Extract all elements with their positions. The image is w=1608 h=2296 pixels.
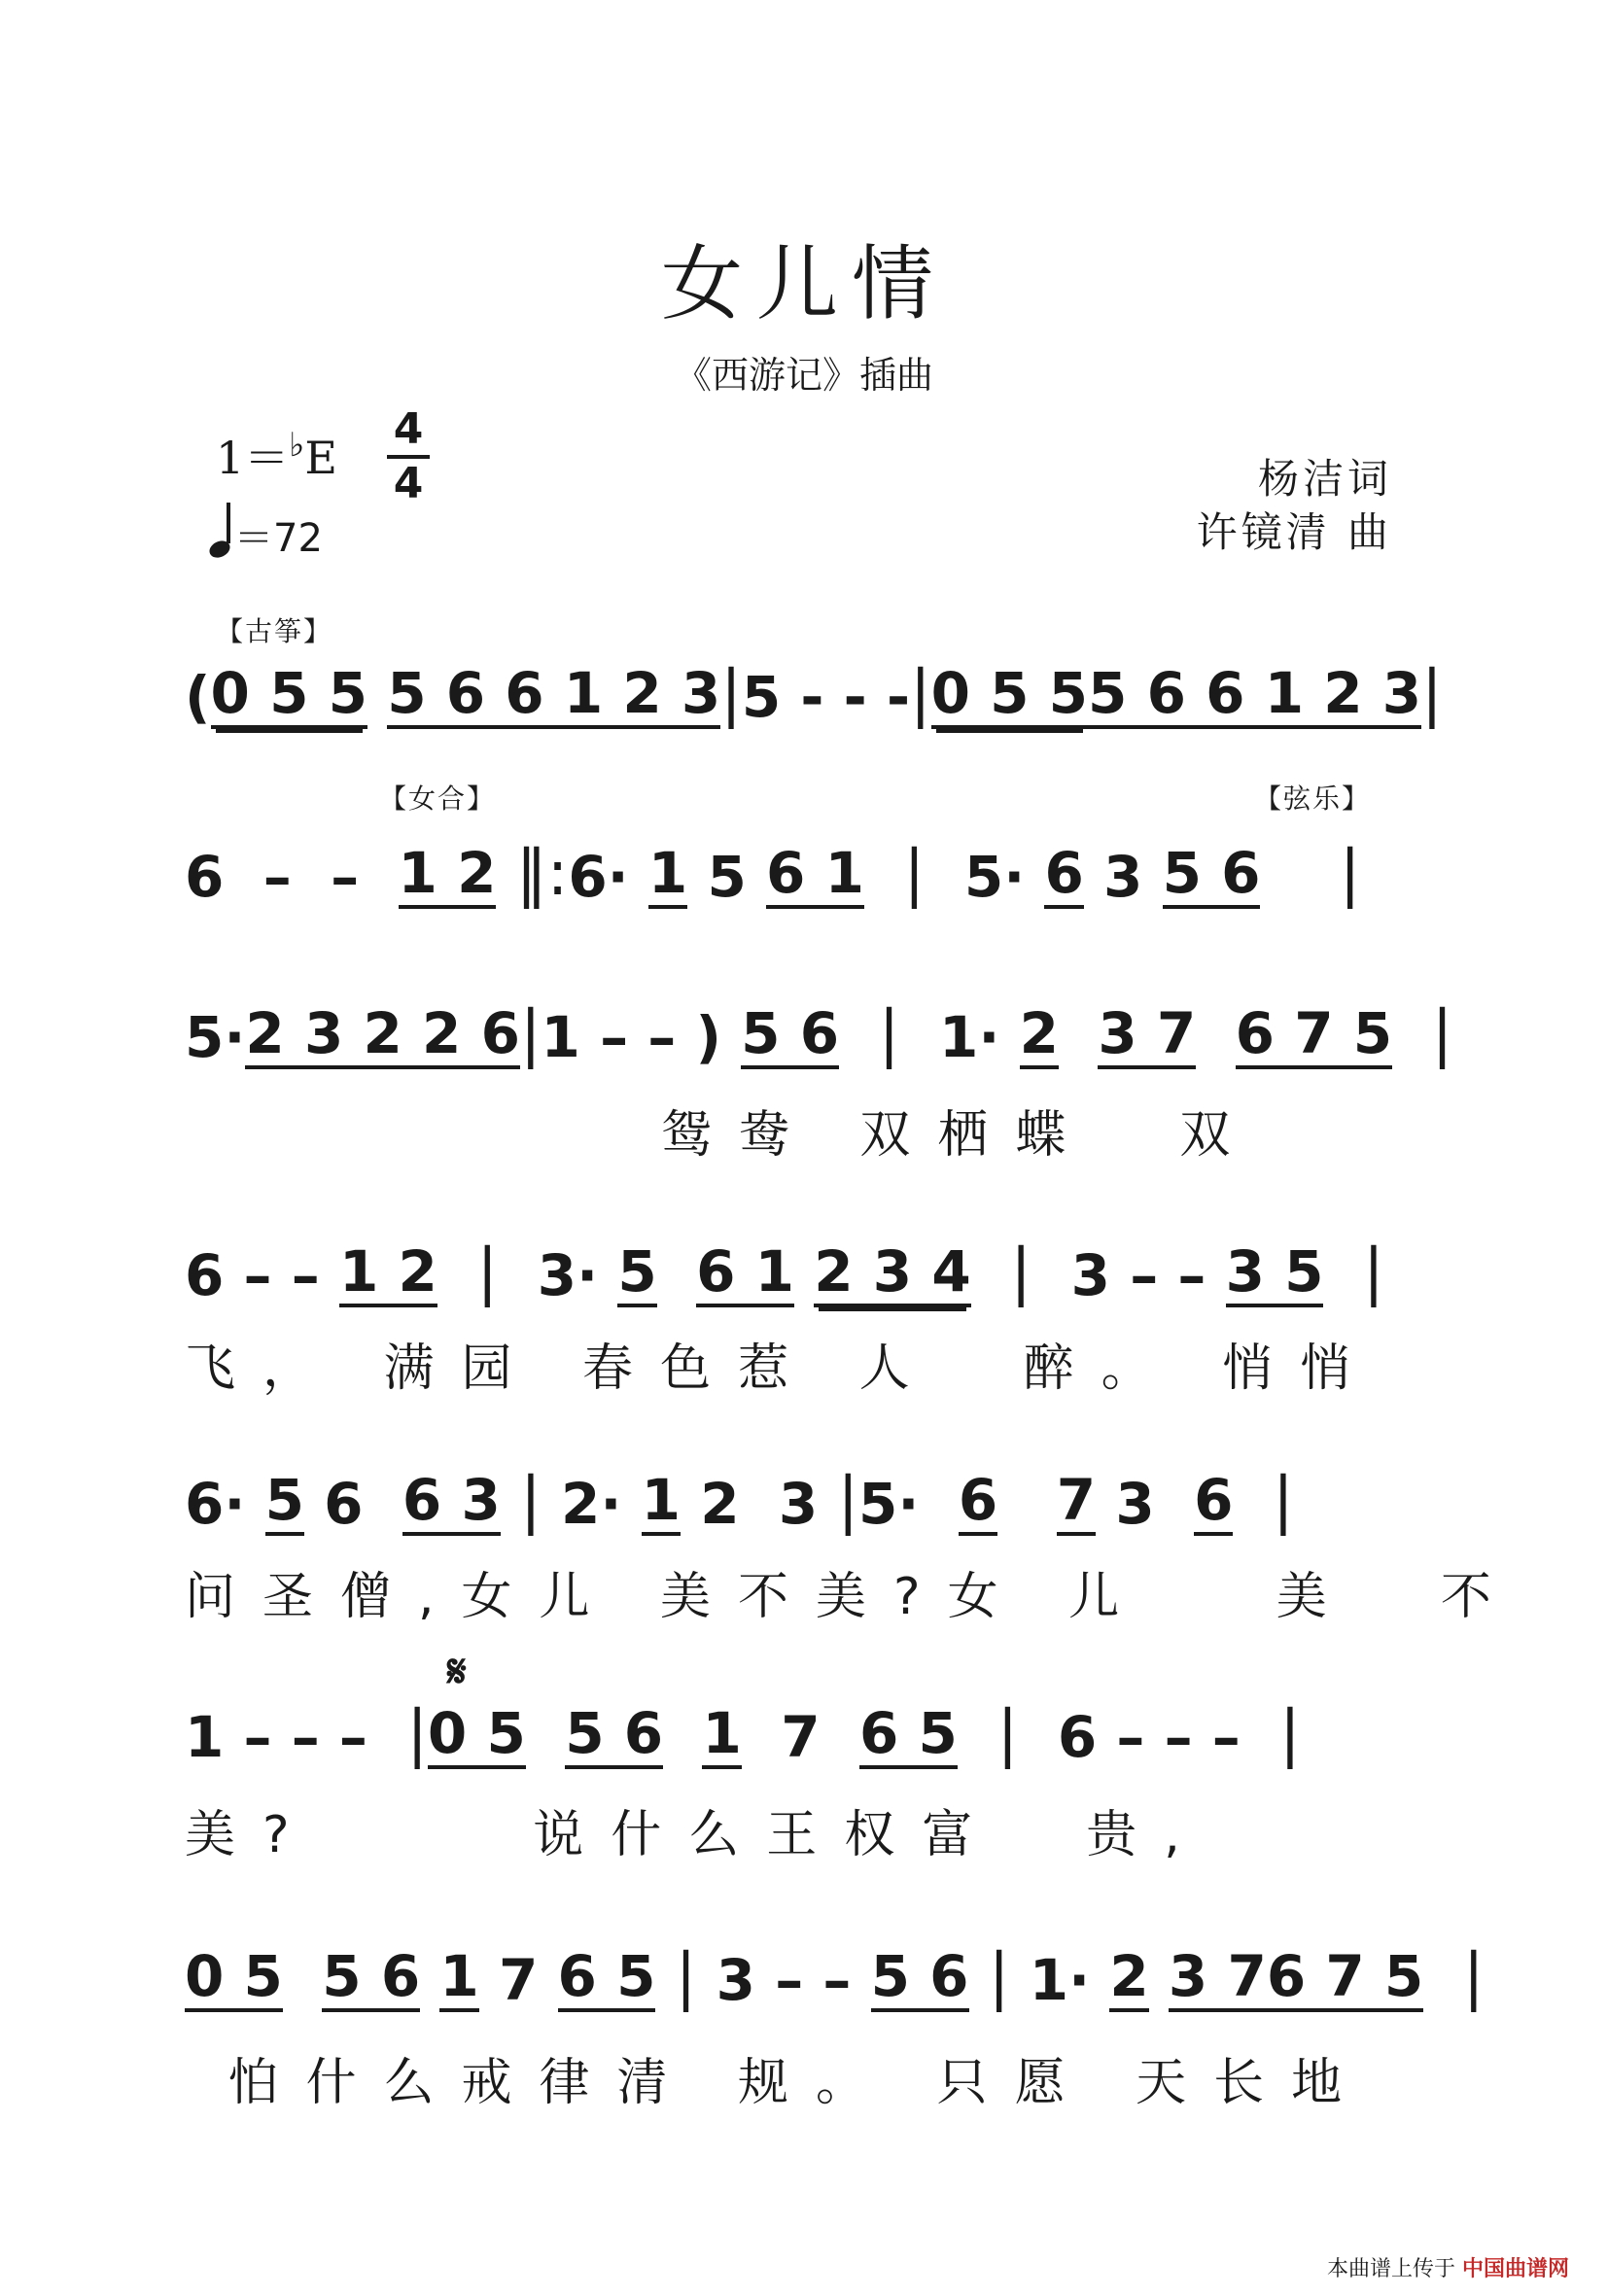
note-group: 5 6: [322, 1948, 420, 2012]
barline: ‖:: [496, 838, 569, 910]
note-group: 6 3: [402, 1472, 501, 1536]
time-signature: [387, 406, 430, 507]
barline: |: [437, 1236, 538, 1308]
time-top: 4: [393, 404, 424, 454]
note-group: 6 1: [696, 1243, 794, 1307]
barline: |: [1423, 1941, 1485, 2013]
note-group: [1059, 1009, 1098, 1069]
notation-row: [185, 991, 1453, 1070]
note-group: 3 – –: [716, 1947, 871, 2013]
footer-uploaded: 本曲谱上传于: [1326, 2257, 1455, 2281]
note-group: [657, 1247, 696, 1307]
note-group: 3 5: [1226, 1243, 1324, 1307]
note-group: 7: [741, 1704, 859, 1770]
song-subtitle: 《西游记》插曲: [674, 354, 933, 397]
barline: |: [1392, 998, 1453, 1070]
barline: |: [500, 1465, 562, 1537]
note-group: [1149, 1952, 1169, 2012]
label-strings: 【弦乐】: [1254, 783, 1372, 815]
song-title: 女儿情: [660, 236, 947, 331]
note-group: 0 5 5: [931, 665, 1088, 729]
note-group: 6 7 5: [1267, 1948, 1423, 2012]
lyric-line: 问圣僧,女儿 美不美?女 儿 美 不: [185, 1568, 1519, 1626]
barline: |: [1323, 1236, 1384, 1308]
note-group: 5: [617, 1243, 656, 1307]
notation-row: [185, 651, 1443, 730]
note-group: 7: [478, 1947, 558, 2013]
note-group: [997, 1476, 1057, 1536]
note-group: 3: [1083, 844, 1163, 910]
key-prefix: 1＝: [216, 432, 290, 484]
notation-row: [185, 831, 1439, 909]
lyric-line: 飞， 满园 春色惹 人 醉。 悄悄: [185, 1339, 1379, 1398]
note-group: [420, 1952, 439, 2012]
note-group: 5·: [858, 1471, 959, 1537]
note-group: [663, 1709, 702, 1769]
note-group: 1 2: [399, 845, 497, 909]
notation-row: [185, 1934, 1485, 2013]
note-group: 7: [1057, 1472, 1096, 1536]
note-group: 6 – –: [185, 1242, 339, 1308]
note-group: 6 1: [766, 845, 864, 909]
barline: |: [1421, 658, 1443, 730]
note-group: 0 5 5: [211, 665, 367, 729]
note-group: 6·: [568, 844, 648, 910]
note-group: 1·: [1029, 1947, 1110, 2013]
note-group: 6 5: [558, 1948, 656, 2012]
note-group: 1 – – ): [541, 1004, 742, 1070]
note-group: 2 3: [681, 1471, 838, 1537]
time-bottom: 4: [393, 459, 424, 508]
notation-row: [185, 1230, 1439, 1307]
note-group: 1 – – –: [185, 1704, 407, 1770]
note-group: 6: [959, 1472, 997, 1536]
note-group: 6 – –: [185, 844, 399, 910]
note-group: 5 6 6 1 2 3: [387, 665, 720, 729]
note-group: 3 7: [1169, 1948, 1267, 2012]
barline: |: [863, 838, 964, 910]
note-group: 5·: [185, 1004, 246, 1070]
lyricist: 杨洁词: [1257, 455, 1392, 503]
note-group: 5: [687, 844, 767, 910]
note-group: 2: [1109, 1948, 1148, 2012]
barline: |: [519, 998, 542, 1070]
notation-row: [185, 1458, 1439, 1536]
tempo-mark: [209, 507, 323, 563]
note-group: 6: [1044, 845, 1083, 909]
lyric-line: 鸳鸯 双栖蝶 双: [185, 1106, 1258, 1165]
tempo-value: ＝72: [234, 516, 323, 561]
note-group: 5·: [963, 844, 1045, 910]
note-group: 5 6 6 1 2 3: [1088, 665, 1421, 729]
note-group: 0 5: [428, 1705, 526, 1769]
note-group: 1: [439, 1948, 478, 2012]
notation-row: [185, 1691, 1439, 1769]
note-group: [794, 1247, 814, 1307]
note-group: 1: [702, 1705, 741, 1769]
note-group: 6 5: [859, 1705, 958, 1769]
note-group: 1·: [939, 1004, 1020, 1070]
note-group: 3 – –: [1070, 1242, 1226, 1308]
note-group: 2: [1020, 1005, 1059, 1069]
note-group: 5 6: [565, 1705, 663, 1769]
note-group: [367, 669, 387, 729]
note-group: 1 2: [339, 1243, 437, 1307]
note-group: 6: [1194, 1472, 1233, 1536]
note-group: 3·: [537, 1242, 618, 1308]
composer: 许镜清 曲: [1196, 508, 1392, 556]
barline: |: [1279, 1698, 1301, 1770]
segno-icon: 𝄋: [447, 1645, 467, 1697]
note-group: 2 3 2 2 6: [245, 1005, 520, 1069]
note-group: 6 7 5: [1236, 1005, 1392, 1069]
barline: |: [655, 1941, 717, 2013]
note-group: (: [185, 664, 211, 730]
note-group: 5: [265, 1472, 304, 1536]
barline: |: [1233, 1465, 1294, 1537]
footer-site: 中国曲谱网: [1461, 2257, 1569, 2281]
barline: |: [910, 658, 931, 730]
key-signature: [216, 423, 337, 487]
barline: |: [957, 1698, 1058, 1770]
flat-icon: ♭: [289, 426, 305, 465]
note-group: [1196, 1009, 1235, 1069]
note-group: 5 6: [1163, 845, 1261, 909]
barline: |: [1260, 838, 1361, 910]
note-group: 6 – – –: [1057, 1704, 1280, 1770]
note-group: 1: [642, 1472, 681, 1536]
barline: |: [406, 1698, 428, 1770]
note-group: 5 - - -: [741, 664, 911, 730]
barline: |: [837, 1465, 859, 1537]
note-group: 6: [303, 1471, 402, 1537]
barline: |: [968, 1941, 1030, 2013]
lyric-line: 怕什么戒律清 规。 只愿 天长地: [185, 2054, 1370, 2112]
note-group: [283, 1952, 322, 2012]
footer: [1327, 2252, 1569, 2282]
note-group: 1: [648, 845, 687, 909]
note-group: [526, 1709, 565, 1769]
barline: |: [839, 998, 939, 1070]
note-group: 6·: [185, 1471, 265, 1537]
note-group: 3 7: [1098, 1005, 1196, 1069]
barline: |: [970, 1236, 1071, 1308]
barline: |: [720, 658, 742, 730]
note-group: 5 6: [741, 1005, 839, 1069]
label-guzheng: 【古筝】: [216, 615, 333, 647]
note-group: 5 6: [871, 1948, 969, 2012]
note-group: 0 5: [185, 1948, 283, 2012]
lyric-line: 美? 说什么王权富 贵,: [185, 1806, 1207, 1864]
note-group: 2 3 4: [814, 1243, 970, 1307]
note-group: 2·: [561, 1471, 642, 1537]
key-note: E: [304, 432, 337, 484]
note-group: 3: [1096, 1471, 1195, 1537]
label-female-chorus: 【女合】: [379, 783, 497, 815]
